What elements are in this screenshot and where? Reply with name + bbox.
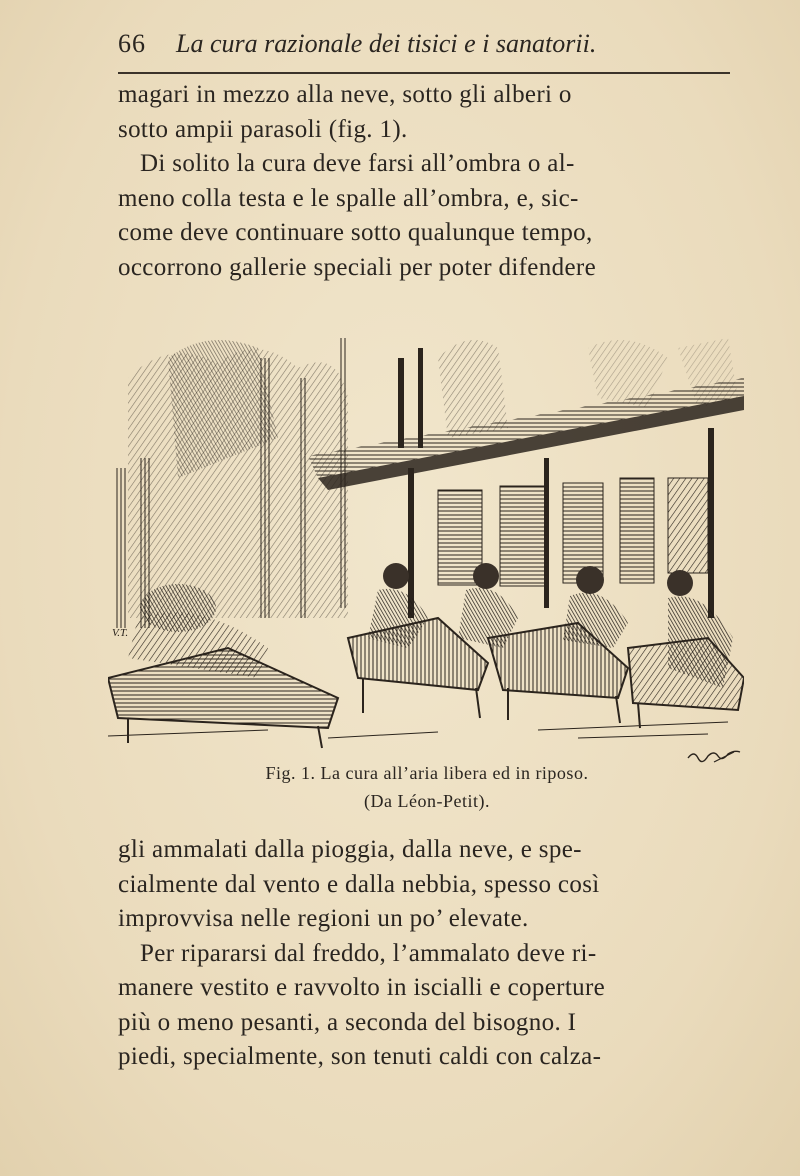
- text-line: Per ripararsi dal freddo, l’ammalato deve ri-: [140, 939, 597, 967]
- figure-source: (Da Léon-Petit).: [364, 791, 490, 811]
- header-rule: [118, 72, 730, 74]
- page-number: 66: [118, 29, 146, 58]
- text-line: come deve continuare sotto qualunque tempo,: [118, 219, 593, 246]
- bottom-paragraph: [118, 833, 736, 1075]
- artist-initials: V.T.: [112, 627, 129, 639]
- page-header: [118, 28, 738, 68]
- figure-caption: Fig. 1. La cura all’aria libera ed in riposo.: [265, 763, 589, 783]
- text-line: improvvisa nelle regioni un po’ elevate.: [118, 905, 529, 932]
- text-line: più o meno pesanti, a seconda del bisogno. I: [118, 1008, 577, 1036]
- figure-engraving: [108, 318, 744, 760]
- text-line: gli ammalati dalla pioggia, dalla neve, e spe-: [118, 836, 582, 863]
- engraving-illustration: [108, 318, 744, 760]
- ground-shading: [108, 722, 728, 738]
- text-line: sotto ampii parasoli (fig. 1).: [118, 115, 408, 143]
- text-line: Di solito la cura deve farsi all’ombra o al-: [140, 150, 575, 177]
- text-line: occorrono gallerie speciali per poter difendere: [118, 253, 597, 281]
- text-line: cialmente dal vento e dalla nebbia, spesso così: [118, 870, 600, 898]
- top-paragraph: [118, 78, 736, 285]
- running-title: La cura razionale dei tisici e i sanatorii.: [176, 29, 597, 58]
- text-line: manere vestito e ravvolto in iscialli e coperture: [118, 974, 606, 1001]
- text-line: magari in mezzo alla neve, sotto gli alberi o: [118, 81, 572, 108]
- text-line: piedi, specialmente, son tenuti caldi con calza-: [118, 1043, 602, 1070]
- text-line: meno colla testa e le spalle all’ombra, e, sic-: [118, 184, 579, 212]
